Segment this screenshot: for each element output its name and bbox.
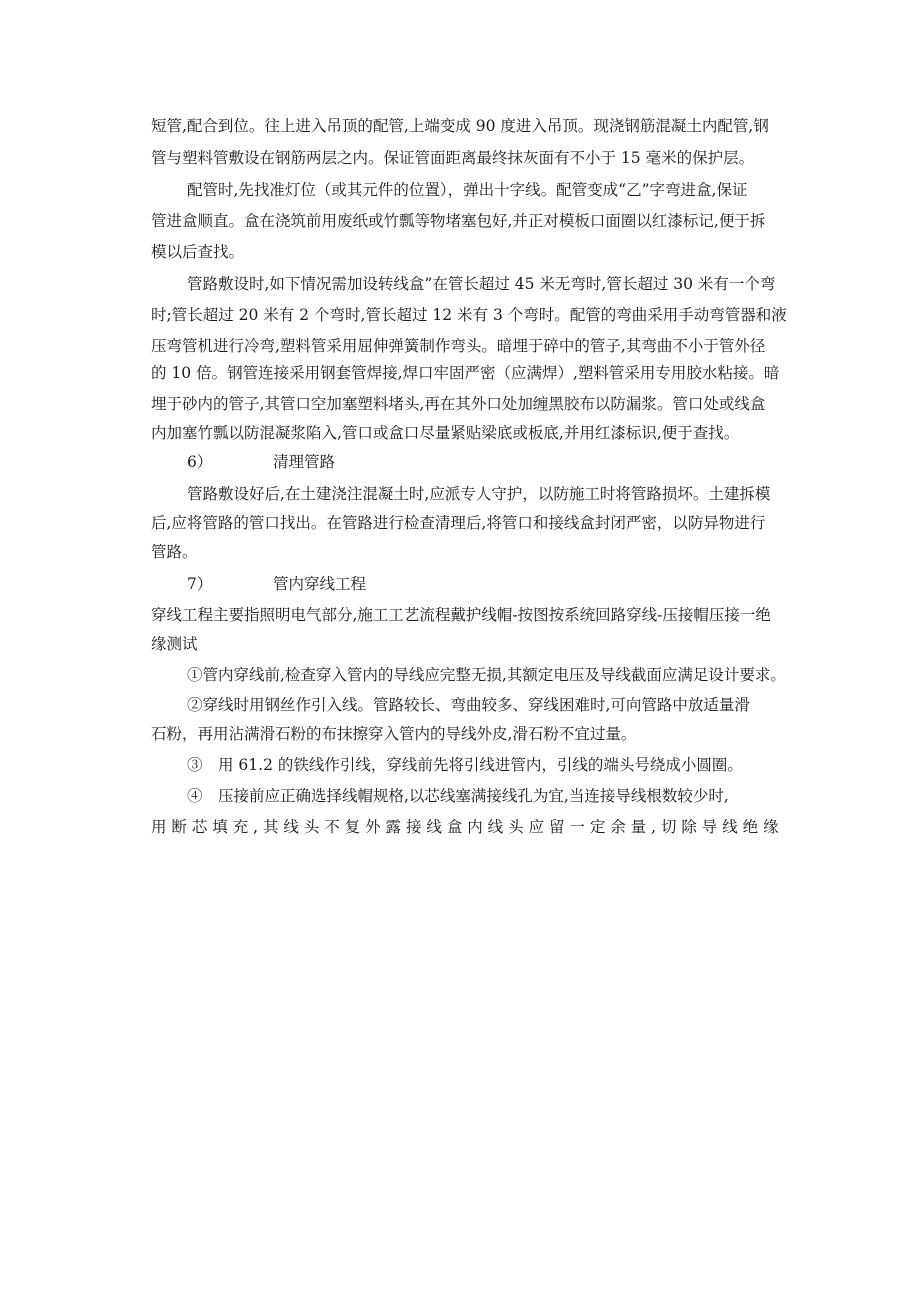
- body-line: 缘测试: [151, 635, 198, 653]
- body-line: 埋于砂内的管子,其管口空加塞塑料堵头,再在其外口处加缠黑胶布以防漏浆。管口处或线盒: [151, 395, 766, 413]
- body-line: 管与塑料管敷设在钢筋两层之内。保证管面距离最终抹灰面有不小于 15 毫米的保护层。: [151, 149, 755, 167]
- section-number: 6）: [187, 453, 213, 471]
- body-line: 时;管长超过 20 米有 2 个弯时,管长超过 12 米有 3 个弯时。配管的弯曲采用手动弯管器和液: [151, 306, 787, 324]
- list-item: ②穿线时用钢丝作引入线。管路较长、弯曲较多、穿线困难时,可向管路中放适量滑: [187, 696, 750, 714]
- list-item: ④ 压接前应正确选择线帽规格,以芯线塞满接线孔为宜,当连接导线根数较少时,: [187, 787, 729, 805]
- body-line: 内加塞竹瓢以防混凝浆陷入,管口或盒口尽量紧贴梁底或板底,并用红漆标识,便于查找。: [151, 424, 740, 442]
- paragraph-first-line: 管路敷设时,如下情况需加设转线盒”在管长超过 45 米无弯时,管长超过 30 米有一个弯: [187, 275, 776, 293]
- body-line: 短管,配合到位。往上进入吊顶的配管,上端变成 90 度进入吊顶。现浇钢筋混凝土内配管,钢: [151, 117, 769, 135]
- body-line: 后,应将管路的管口找出。在管路进行检查清理后,将管口和接线盒封闭严密，以防异物进行: [151, 514, 766, 532]
- section-title: 清理管路: [273, 453, 336, 471]
- list-item: ①管内穿线前,检查穿入管内的导线应完整无损,其额定电压及导线截面应满足设计要求。: [187, 666, 786, 684]
- section-title: 管内穿线工程: [273, 575, 367, 593]
- body-line: 管进盒顺直。盒在浇筑前用废纸或竹瓢等物堵塞包好,并正对模板口面圈以红漆标记,便于拆: [151, 212, 766, 230]
- body-line: 压弯管机进行冷弯,塑料管采用屈伸弹簧制作弯头。暗埋于碎中的管子,其弯曲不小于管外径: [151, 337, 766, 355]
- paragraph-first-line: 管路敷设好后,在土建浇注混凝土时,应派专人守护，以防施工时将管路损坏。土建拆模: [187, 485, 771, 503]
- body-line: 管路。: [151, 543, 198, 561]
- list-item: ③ 用 61.2 的铁线作引线，穿线前先将引线进管内，引线的端头号绕成小圆圈。: [187, 756, 743, 774]
- section-number: 7）: [187, 575, 213, 593]
- paragraph-first-line: 配管时,先找准灯位（或其元件的位置），弹出十字线。配管变成“乙”字弯进盒,保证: [187, 181, 748, 199]
- body-line: 模以后查找。: [151, 243, 245, 261]
- body-line: 用 断 芯 填 充 , 其 线 头 不 复 外 露 接 线 盒 内 线 头 应 留 一 定 余 量 , 切 除 导 线 绝 缘: [151, 818, 779, 836]
- body-line: 穿线工程主要指照明电气部分,施工工艺流程戴护线帽-按图按系统回路穿线-压接帽压接一绝: [151, 606, 771, 624]
- body-line: 石粉，再用沾满滑石粉的布抹擦穿入管内的导线外皮,滑石粉不宜过量。: [151, 725, 637, 743]
- body-line: 的 10 倍。钢管连接采用钢套管焊接,焊口牢固严密（应满焊）,塑料管采用专用胶水粘接。暗: [151, 364, 780, 382]
